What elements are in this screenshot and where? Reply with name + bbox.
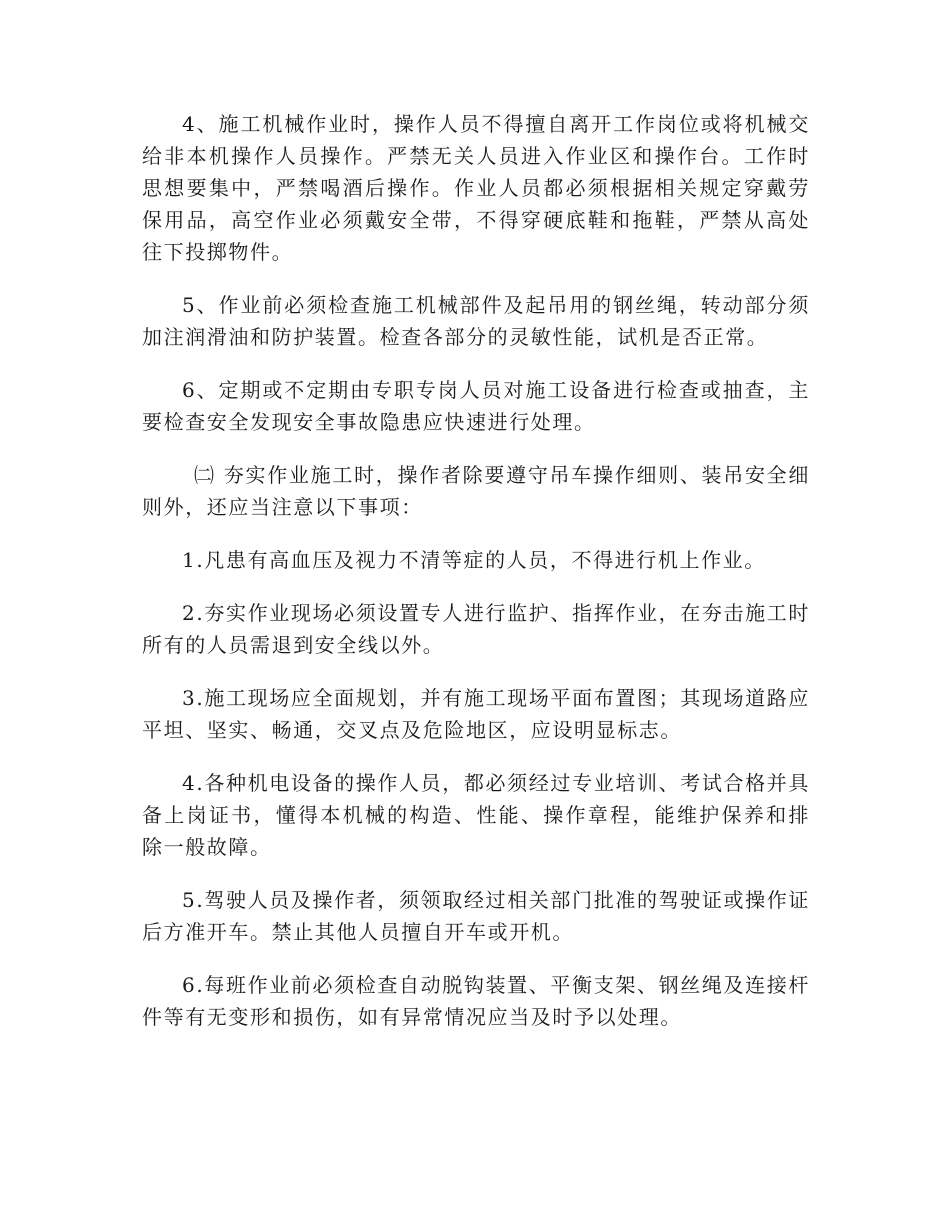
section-heading-2: ㈡ 夯实作业施工时，操作者除要遵守吊车操作细则、装吊安全细则外，还应当注意以下事项： bbox=[142, 463, 810, 519]
paragraph-sub-1: 1.凡患有高血压及视力不清等症的人员，不得进行机上作业。 bbox=[182, 548, 766, 572]
paragraph-item-5: 5、作业前必须检查施工机械部件及起吊用的钢丝绳，转动部分须加注润滑油和防护装置。检查各部分的灵敏性能，试机是否正常。 bbox=[142, 293, 810, 349]
paragraph-sub-3: 3.施工现场应全面规划，并有施工现场平面布置图；其现场道路应平坦、坚实、畅通，交叉点及危险地区，应设明显标志。 bbox=[142, 686, 810, 742]
paragraph-sub-4: 4.各种机电设备的操作人员，都必须经过专业培训、考试合格并具备上岗证书，懂得本机械的构造、性能、操作章程，能维护保养和排除一般故障。 bbox=[142, 771, 810, 859]
paragraph-sub-5: 5.驾驶人员及操作者，须领取经过相关部门批准的驾驶证或操作证后方准开车。禁止其他人员擅自开车或开机。 bbox=[142, 888, 810, 944]
paragraph-sub-2: 2.夯实作业现场必须设置专人进行监护、指挥作业，在夯击施工时所有的人员需退到安全线以外。 bbox=[142, 601, 810, 657]
paragraph-sub-6: 6.每班作业前必须检查自动脱钩装置、平衡支架、钢丝绳及连接杆件等有无变形和损伤，如有异常情况应当及时予以处理。 bbox=[142, 973, 810, 1029]
paragraph-item-6: 6、定期或不定期由专职专岗人员对施工设备进行检查或抽查，主要检查安全发现安全事故隐患应快速进行处理。 bbox=[142, 378, 810, 434]
paragraph-item-4: 4、施工机械作业时，操作人员不得擅自离开工作岗位或将机械交给非本机操作人员操作。严禁无关人员进入作业区和操作台。工作时思想要集中，严禁喝酒后操作。作业人员都必须根据相关规定穿戴劳保用品，高空作业必须戴安全带，不得穿硬底鞋和拖鞋，严禁从高处往下投掷物件。 bbox=[142, 112, 810, 264]
document-body bbox=[142, 108, 810, 1054]
